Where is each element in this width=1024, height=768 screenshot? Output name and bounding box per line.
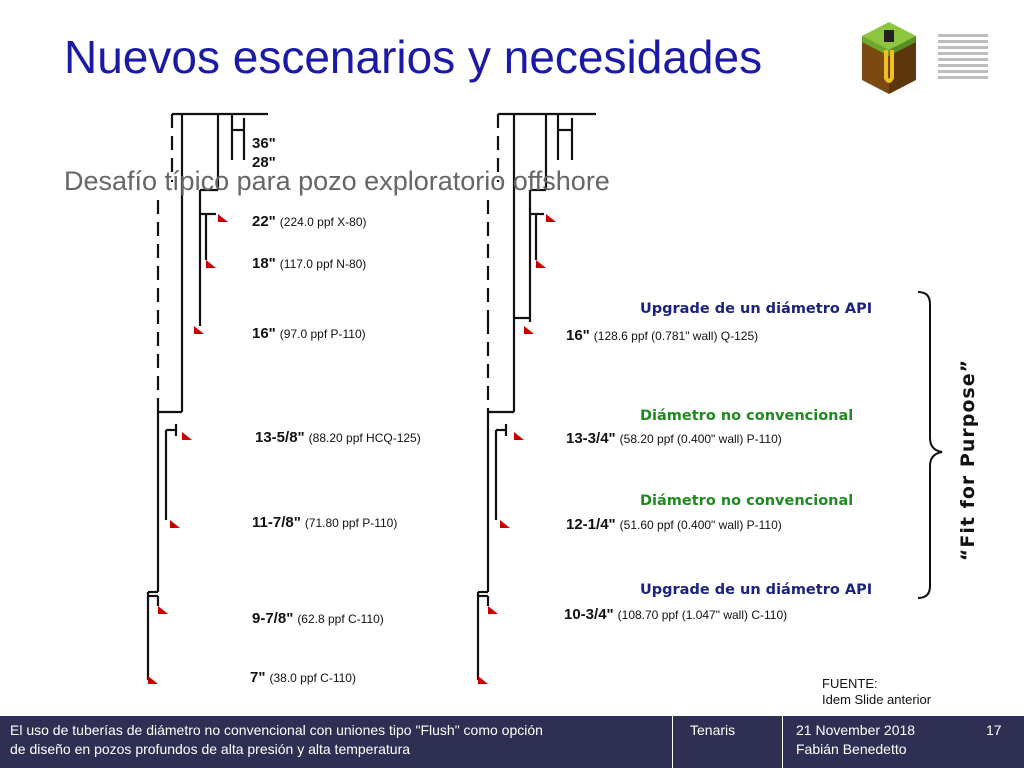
casing-size: 16" xyxy=(566,327,590,344)
footer-date-author xyxy=(796,721,915,759)
annotation-note: Upgrade de un diámetro API xyxy=(640,301,873,317)
casing-spec: (117.0 ppf N-80) xyxy=(279,257,367,271)
right-casing-schematic xyxy=(478,114,596,680)
casing-label xyxy=(252,514,397,531)
casing-label xyxy=(252,325,366,342)
casing-label xyxy=(255,429,421,446)
casing-size: 7" xyxy=(250,669,266,686)
footer-date: 21 November 2018 xyxy=(796,722,916,738)
well-logo-icon xyxy=(860,20,918,96)
casing-label xyxy=(252,255,366,272)
left-casing-labels xyxy=(250,135,421,686)
casing-size: 13-5/8" xyxy=(255,429,305,446)
casing-size: 12-1/4" xyxy=(566,516,616,533)
document-lines-icon xyxy=(938,34,988,80)
casing-spec: (88.20 ppf HCQ-125) xyxy=(308,431,421,445)
annotation-note: Diámetro no convencional xyxy=(640,408,854,424)
annotation-note: Upgrade de un diámetro API xyxy=(640,582,873,598)
casing-spec: (51.60 ppf (0.400" wall) P-110) xyxy=(619,518,782,532)
page-number: 17 xyxy=(986,722,1002,738)
casing-label xyxy=(566,516,782,533)
casing-size: 10-3/4" xyxy=(564,606,614,623)
casing-label xyxy=(252,135,276,152)
casing-label xyxy=(250,669,356,686)
casing-spec: (128.6 ppf (0.781" wall) Q-125) xyxy=(593,329,759,343)
footer-divider xyxy=(782,716,783,768)
casing-label xyxy=(252,213,367,230)
casing-size: 16" xyxy=(252,325,276,342)
slide-footer xyxy=(0,716,1024,768)
fit-for-purpose-label: “Fit for Purpose” xyxy=(957,358,979,562)
casing-spec: (62.8 ppf C-110) xyxy=(297,612,384,626)
footer-description-line2: de diseño en pozos profundos de alta presión y alta temperatura xyxy=(10,741,411,757)
source-note xyxy=(822,676,931,708)
footer-company: Tenaris xyxy=(690,722,736,738)
annotation-notes xyxy=(640,301,872,598)
casing-size: 18" xyxy=(252,255,276,272)
source-text: Idem Slide anterior xyxy=(822,692,932,707)
footer-description-line1: El uso de tuberías de diámetro no convencional con uniones tipo "Flush" como opción xyxy=(10,722,543,738)
right-casing-shoes xyxy=(478,214,556,684)
left-casing-schematic xyxy=(148,114,268,680)
casing-size: 11-7/8" xyxy=(252,514,301,531)
slide-subtitle: Desafío típico para pozo exploratorio offshore xyxy=(64,166,610,196)
curly-brace xyxy=(918,292,942,598)
casing-spec: (38.0 ppf C-110) xyxy=(269,671,356,685)
casing-spec: (97.0 ppf P-110) xyxy=(279,327,366,341)
casing-label xyxy=(566,327,758,344)
casing-label xyxy=(566,430,782,447)
casing-size: 28" xyxy=(252,154,276,171)
left-casing-shoes xyxy=(148,214,228,684)
slide-title: Nuevos escenarios y necesidades xyxy=(64,31,763,83)
source-heading: FUENTE: xyxy=(822,676,878,691)
casing-size: 22" xyxy=(252,213,276,230)
casing-label xyxy=(252,610,384,627)
casing-label xyxy=(564,606,787,623)
casing-spec: (71.80 ppf P-110) xyxy=(304,516,398,530)
casing-spec: (108.70 ppf (1.047" wall) C-110) xyxy=(617,608,788,622)
annotation-note: Diámetro no convencional xyxy=(640,493,854,509)
casing-spec: (58.20 ppf (0.400" wall) P-110) xyxy=(619,432,782,446)
casing-size: 9-7/8" xyxy=(252,610,294,627)
casing-size: 13-3/4" xyxy=(566,430,616,447)
footer-author: Fabián Benedetto xyxy=(796,741,907,757)
right-casing-labels xyxy=(564,327,787,623)
casing-spec: (224.0 ppf X-80) xyxy=(279,215,367,229)
footer-divider xyxy=(672,716,673,768)
casing-size: 36" xyxy=(252,135,276,152)
footer-description xyxy=(10,721,666,759)
